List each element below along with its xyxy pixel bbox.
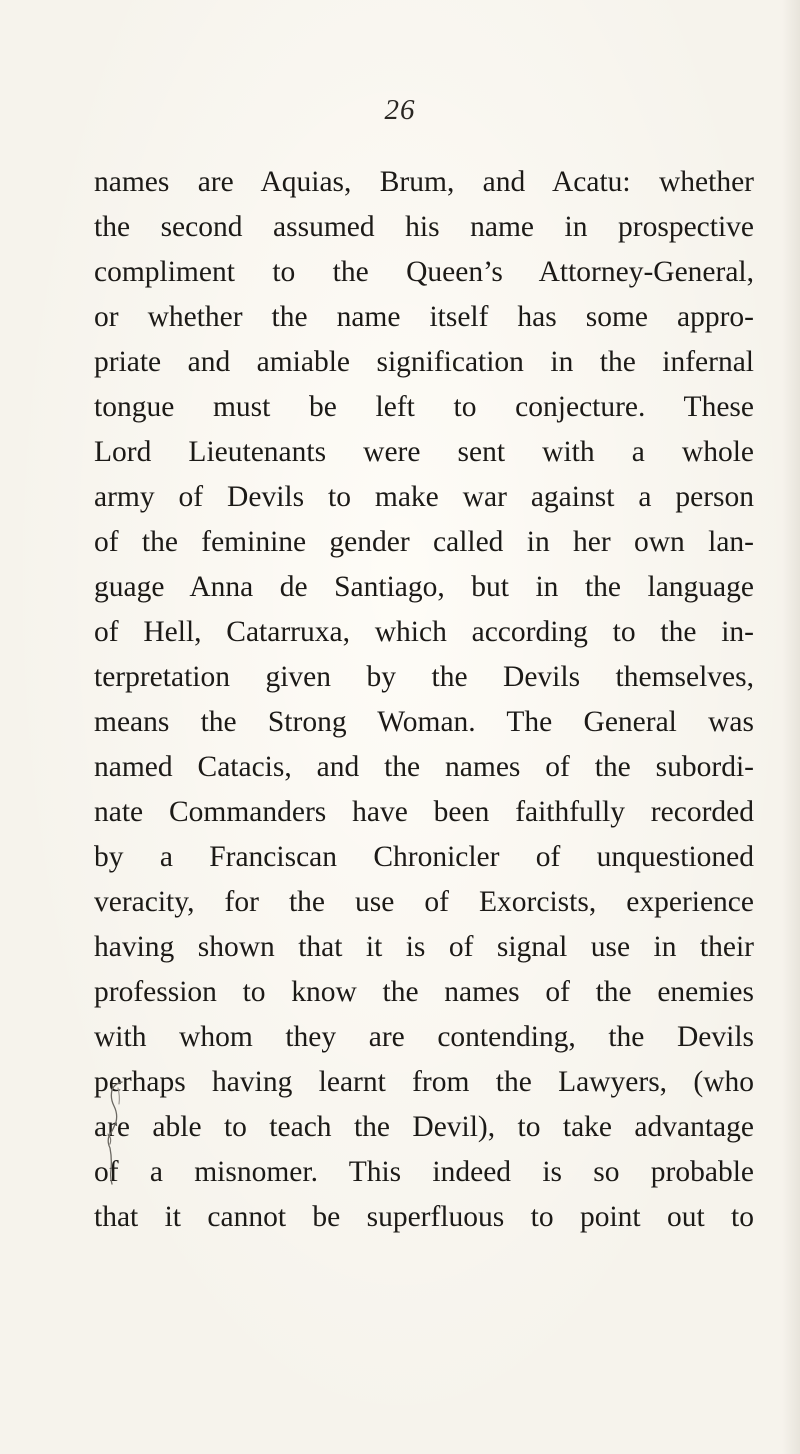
page-edge-shadow	[782, 0, 800, 1454]
text-line: named Catacis, and the names of the subordi-	[94, 751, 754, 783]
body-text	[94, 160, 754, 1240]
text-line: of a misnomer. This indeed is so probable	[94, 1156, 754, 1188]
text-line: profession to know the names of the enemies	[94, 976, 754, 1008]
text-line: the second assumed his name in prospective	[94, 211, 754, 243]
text-line: names are Aquias, Brum, and Acatu: whether	[94, 166, 754, 198]
text-line: nate Commanders have been faithfully recorded	[94, 796, 754, 828]
text-line: that it cannot be superfluous to point out to	[94, 1201, 754, 1233]
text-line: guage Anna de Santiago, but in the language	[94, 571, 754, 603]
text-line: veracity, for the use of Exorcists, experience	[94, 886, 754, 918]
page-number: 26	[384, 94, 416, 126]
text-line: means the Strong Woman. The General was	[94, 706, 754, 738]
text-line: by a Franciscan Chronicler of unquestioned	[94, 841, 754, 873]
text-line: with whom they are contending, the Devils	[94, 1021, 754, 1053]
text-line: tongue must be left to conjecture. These	[94, 391, 754, 423]
text-line: having shown that it is of signal use in their	[94, 931, 754, 963]
text-line: army of Devils to make war against a person	[94, 481, 754, 513]
text-line: or whether the name itself has some appro-	[94, 301, 754, 333]
pencil-mark-icon	[100, 1078, 130, 1188]
text-line: terpretation given by the Devils themselves,	[94, 661, 754, 693]
text-line: priate and amiable signification in the infernal	[94, 346, 754, 378]
text-line: are able to teach the Devil), to take advantage	[94, 1111, 754, 1143]
text-line: of the feminine gender called in her own lan-	[94, 526, 754, 558]
text-line: compliment to the Queen’s Attorney-General,	[94, 256, 754, 288]
text-line: perhaps having learnt from the Lawyers, (who	[94, 1066, 754, 1098]
text-line: of Hell, Catarruxa, which according to the in-	[94, 616, 754, 648]
text-line: Lord Lieutenants were sent with a whole	[94, 436, 754, 468]
margin-pencil-mark	[100, 1078, 130, 1188]
